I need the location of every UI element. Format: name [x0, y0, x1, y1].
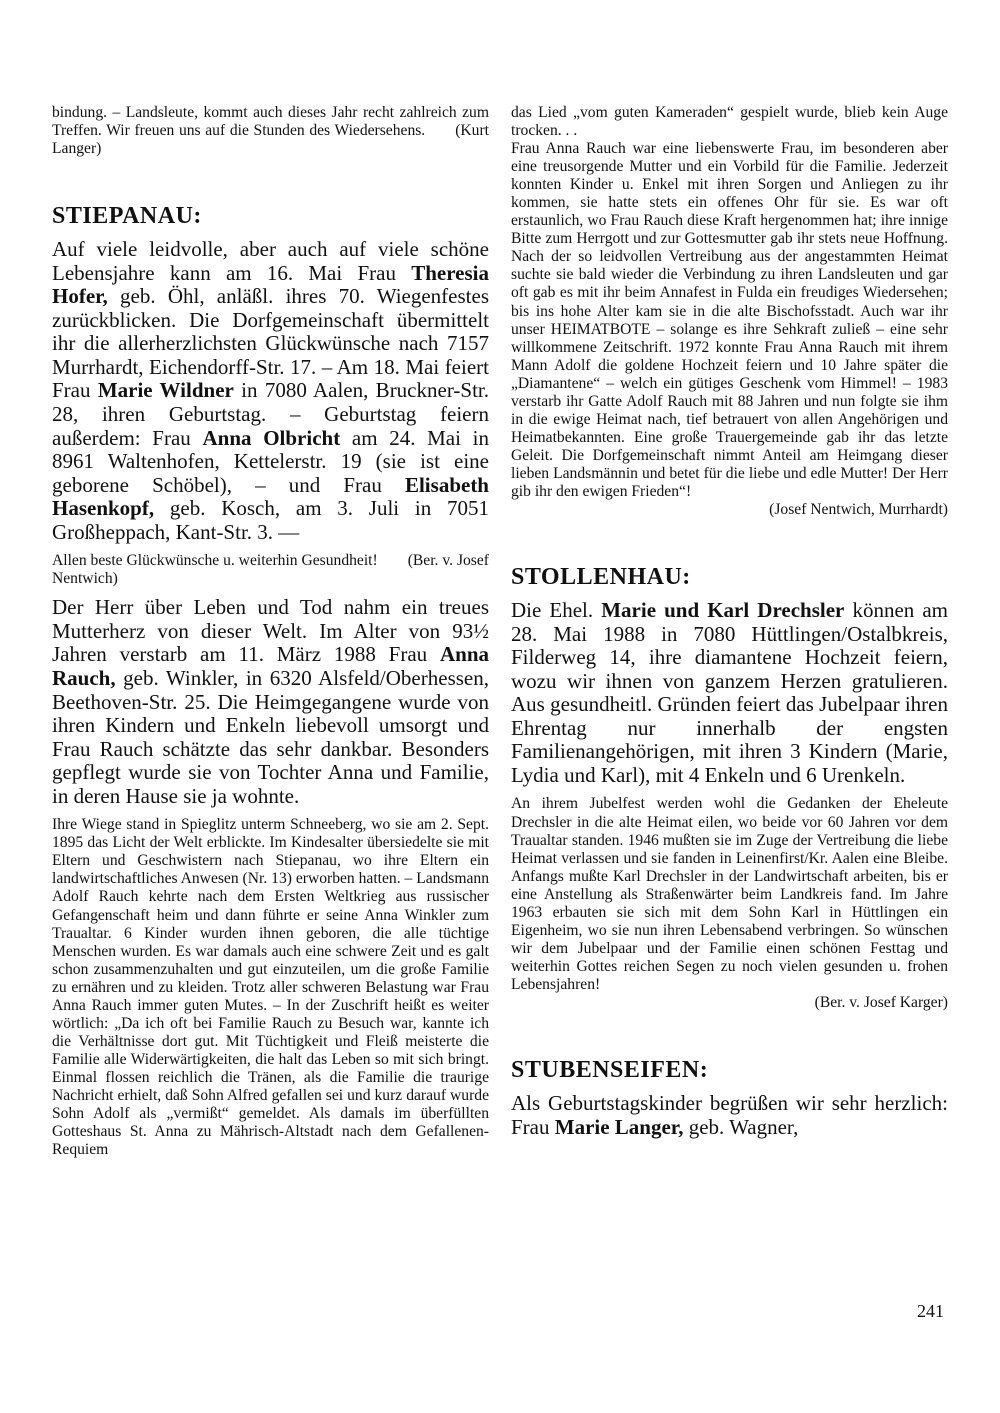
name-anna-rauch: Anna Rauch,	[52, 642, 489, 690]
stubenseifen-birthdays: Als Geburtstagskinder begrüßen wir sehr herzlich: Frau Marie Langer, geb. Wagner,	[511, 1091, 948, 1139]
left-column	[52, 104, 489, 1159]
name-marie-karl-drechsler: Marie und Karl Drechsler	[601, 598, 845, 623]
heading-stollenhau: STOLLENHAU:	[511, 564, 691, 591]
obituary-continued: das Lied „vom guten Kameraden“ gespielt wurde, blieb kein Auge trocken. . .	[511, 104, 948, 140]
obituary-tribute: Frau Anna Rauch war eine liebenswerte Frau, im besonderen aber eine treusorgende Mutter und ein Vorbild für die Familie. Jederzeit konnten Kinder u. Enkel mit ihren Sorgen und Anliegen zu ihr kommen, sie hatte stets ein offenes Ohr für sie. Es war oft erstaunlich, wo Frau Rauch diese Kraft hergenommen hat; ihre innige Bitte zum Herrgott und zur Gottesmutter gab ihr stets neue Hoffnung. Nach der so leidvollen Vertreibung aus der angestammten Heimat suchte sie bald wieder die Verbindung zu ihren Landsleuten und gar oft gab es mit ihr beim Annafest in Fulda ein freudiges Wiedersehen; bis ins hohe Alter kam sie in die alte Bischofsstadt. Auch war ihr unser HEIMATBOTE – solange es ihre Sehkraft zuließ – eine sehr willkommene Zeitschrift. 1972 konnte Frau Anna Rauch mit ihrem Mann Adolf die goldene Hochzeit feiern und 10 Jahre später die „Diamantene“ – welch ein gütiges Geschenk vom Himmel! – 1983 verstarb ihr Gatte Adolf Rauch mit 88 Jahren und nun folgte sie ihm in die ewige Heimat nach, tief betrauert von allen Angehörigen und Heimatbekannten. Eine große Trauergemeinde gab ihr das letzte Geleit. Die Dorfgemeinschaft nimmt Anteil am Heimgang dieser lieben Landsmännin und betet für die liebe und edle Mutter! Der Herr gib ihr den ewigen Frieden“!	[511, 140, 948, 500]
stollenhau-signature: (Ber. v. Josef Karger)	[814, 993, 948, 1011]
heading-stiepanau: STIEPANAU:	[52, 203, 202, 230]
wishes-paragraph: Allen beste Glückwünsche u. weiterhin Gesundheit! (Ber. v. Josef Nentwich)	[52, 552, 489, 588]
obituary-paragraph: Der Herr über Leben und Tod nahm ein treues Mutterherz von dieser Welt. Im Alter von 93½ Jahren verstarb am 11. März 1988 Frau Anna Rauch, geb. Winkler, in 6320 Alsfeld/Oberhessen, Beethoven-Str. 25. Die Heimgegangene wurde von ihren Kindern und Enkeln liebevoll umsorgt und Frau Rauch schätzte das sehr dankbar. Besonders gepflegt wurde sie von Tochter Anna und Familie, in deren Hause sie ja wohnte.	[52, 595, 489, 808]
name-theresia-hofer: Theresia Hofer,	[52, 260, 489, 309]
stollenhau-anniversary: Die Ehel. Marie und Karl Drechsler können am 28. Mai 1988 in 7080 Hüttlingen/Ostalbkreis, Filderweg 14, ihre diamantene Hochzeit feiern, wozu wir ihnen von ganzem Herzen gratulieren. Aus gesundheitl. Gründen feiert das Jubelpaar ihren Ehrentag nur innerhalb der engsten Familienangehörigen, mit ihren 3 Kindern (Marie, Lydia und Karl), mit 4 Enkeln und 6 Urenkeln.	[511, 598, 948, 787]
name-anna-olbricht: Anna Olbricht	[202, 425, 341, 450]
tribute-signature: (Josef Nentwich, Murrhardt)	[769, 501, 948, 519]
right-column	[511, 104, 948, 1139]
name-elisabeth-hasenkopf: Elisabeth Hasenkopf,	[52, 472, 489, 521]
name-marie-langer: Marie Langer,	[554, 1114, 684, 1139]
name-marie-wildner: Marie Wildner	[97, 378, 234, 403]
intro-paragraph: bindung. – Landsleute, kommt auch dieses Jahr recht zahlreich zum Treffen. Wir freuen uns auf die Stunden des Wiedersehens. (Kurt Langer)	[52, 104, 489, 158]
stiepanau-birthdays: Auf viele leidvolle, aber auch auf viele schöne Lebensjahre kann am 16. Mai Frau Theresia Hofer, geb. Öhl, anläßl. ihres 70. Wiegenfestes zurückblicken. Die Dorfgemeinschaft übermittelt ihr die allerherzlichsten Glückwünsche nach 7157 Murrhardt, Eichendorff-Str. 17. – Am 18. Mai feiert Frau Marie Wildner in 7080 Aalen, Bruckner-Str. 28, ihren Geburtstag. – Geburtstag feiern außerdem: Frau Anna Olbricht am 24. Mai in 8961 Waltenhofen, Kettelerstr. 19 (sie ist eine geborene Schöbel), – und Frau Elisabeth Hasenkopf, geb. Kosch, am 3. Juli in 7051 Großheppach, Kant-Str. 3. —	[52, 237, 489, 544]
heading-stubenseifen: STUBENSEIFEN:	[511, 1057, 709, 1084]
obituary-details: Ihre Wiege stand in Spieglitz unterm Schneeberg, wo sie am 2. Sept. 1895 das Licht der Welt erblickte. Im Kindesalter übersiedelte sie mit Eltern und Geschwistern nach Stiepanau, wo ihre Eltern ein landwirtschaftliches Anwesen (Nr. 13) erworben hatten. – Landsmann Adolf Rauch kehrte nach dem Ersten Weltkrieg aus russischer Gefangenschaft heim und dann führte er seine Anna Winkler zum Traualtar. 6 Kinder wurden ihnen geboren, die alle tüchtige Menschen wurden. Es war damals auch eine schwere Zeit und es galt schon zusammenzuhalten und gut einzuteilen, um die große Familie zu ernähren und zu kleiden. Trotz aller schweren Belastung war Frau Anna Rauch immer guten Mutes. – In der Zuschrift heißt es weiter wörtlich: „Da ich oft bei Familie Rauch zu Besuch war, kannte ich die Verhältnisse dort gut. Mit Tüchtigkeit und Fleiß meisterte die Familie alle Widerwärtigkeiten, die halt das Leben so mit sich bringt. Einmal flossen reichlich die Tränen, als die Familie die traurige Nachricht erhielt, daß Sohn Alfred gefallen sei und kurz darauf wurde Sohn Adolf als „vermißt“ gemeldet. Als damals im überfüllten Gotteshaus St. Anna zu Mährisch-Altstadt nach dem Gefallenen-Requiem	[52, 816, 489, 1159]
stollenhau-details: An ihrem Jubelfest werden wohl die Gedanken der Eheleute Drechsler in die alte Heimat eilen, wo beide vor 60 Jahren vor dem Traualtar standen. 1946 mußten sie im Zuge der Vertreibung die liebe Heimat verlassen und sie fanden in Leinenfirst/Kr. Aalen eine Bleibe. Anfangs mußte Karl Drechsler in der Landwirtschaft arbeiten, bis er eine Anstellung als Straßenwärter beim Landkreis fand. Im Jahre 1963 erbauten sie sich mit dem Sohn Karl in Hüttlingen ein Eigenheim, wo sie nun ihren Lebensabend verbringen. So wünschen wir dem Jubelpaar und der Familie einen schönen Festtag und weiterhin Gottes reichen Segen zu noch vielen gesunden u. frohen Lebensjahren!	[511, 795, 948, 993]
wishes-signature: (Ber. v. Josef Nentwich)	[52, 552, 489, 588]
page-number: 241	[917, 1301, 944, 1321]
intro-signature: (Kurt Langer)	[52, 122, 489, 158]
